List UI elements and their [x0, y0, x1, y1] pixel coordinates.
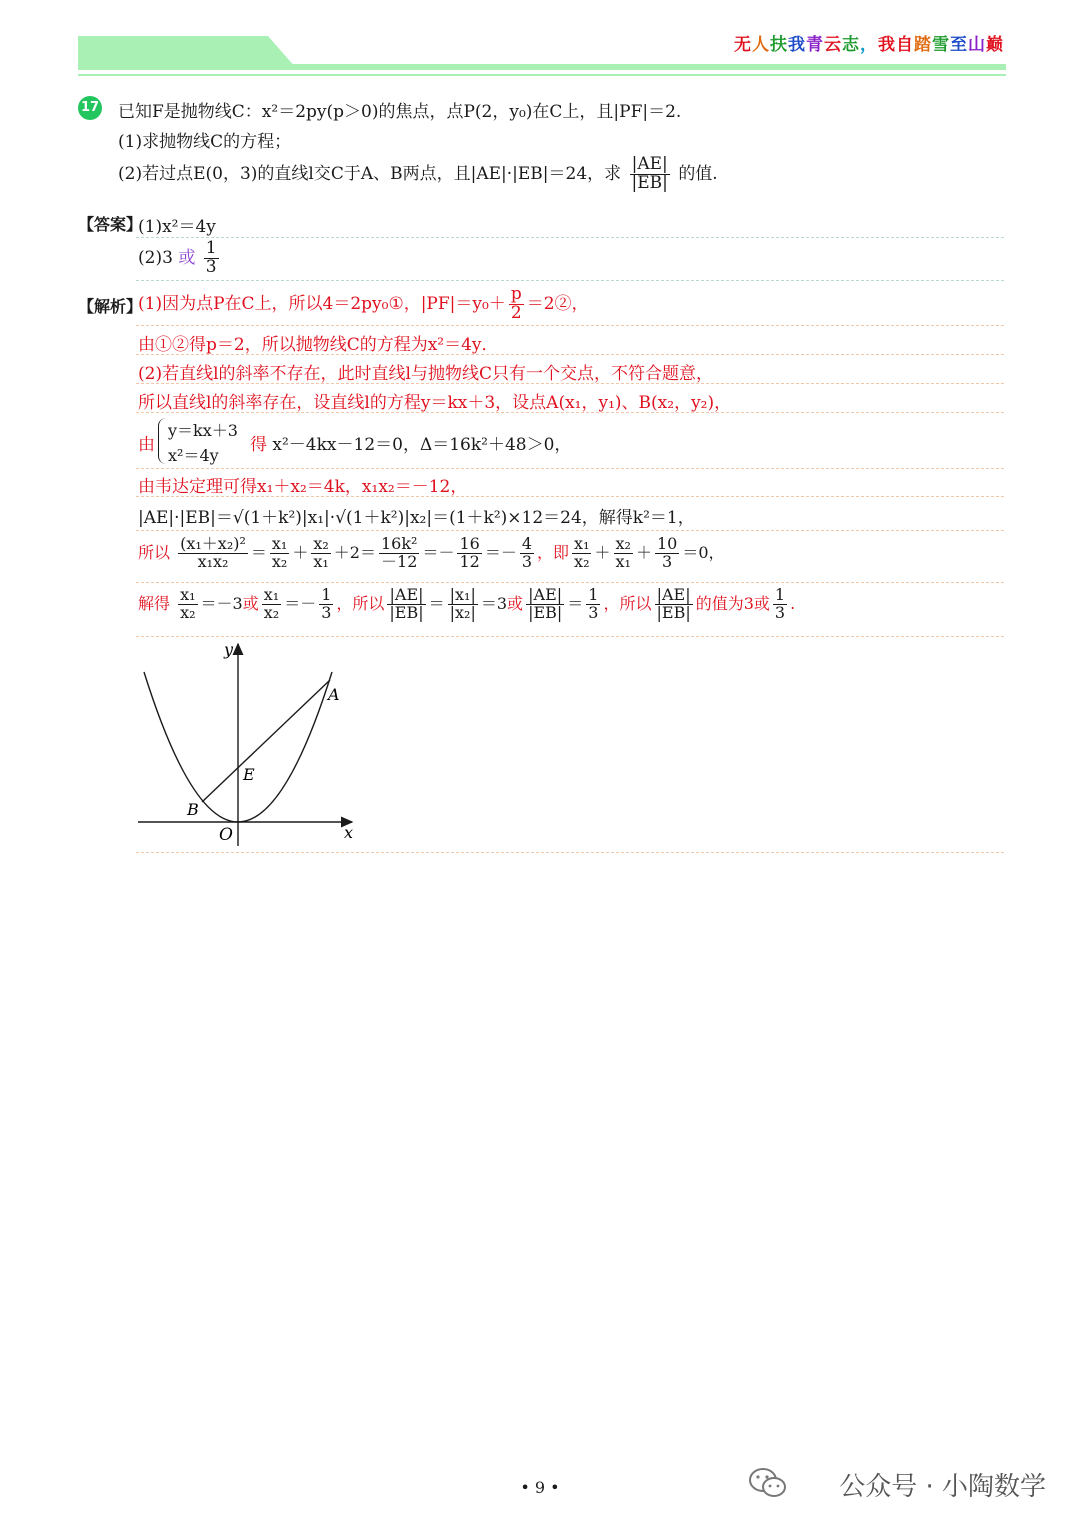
answer-2-num: 1 [205, 238, 217, 258]
analysis-line-3: (2)若直线l的斜率不存在，此时直线l与抛物线C只有一个交点，不符合题意， [138, 364, 713, 384]
l9-f9-den: 3 [774, 602, 786, 622]
slogan-char: 云 [824, 35, 842, 55]
l9-f7-num: 1 [588, 585, 599, 604]
divider [136, 325, 1004, 326]
l8-frac-5 [457, 536, 481, 571]
answer-2-prefix: (2)3 [138, 247, 173, 268]
l8-plus2: ＋2＝ [333, 542, 376, 562]
l8-f6-den: 3 [521, 551, 533, 571]
l8-f1-den: x₁x₂ [197, 551, 229, 571]
slogan-char: 人 [752, 35, 770, 55]
l9-eq1: ＝－3 [200, 593, 243, 613]
l9-frac-7 [586, 587, 600, 622]
analysis-line-5 [250, 430, 571, 455]
l9-f6-den: |EB| [528, 602, 563, 622]
slogan-char: 无 [734, 35, 752, 55]
line-l [202, 680, 330, 802]
l8-f5-den: 12 [459, 551, 480, 571]
l8-eq1: ＝ [250, 542, 267, 562]
l9-f4-num: |AE| [387, 587, 425, 605]
l8-f7-num: x₁ [574, 534, 590, 553]
l8-frac-6 [520, 536, 534, 571]
l8-end: ＝0， [682, 542, 725, 562]
l8-f1-num: (x₁＋x₂)² [180, 534, 246, 553]
divider [136, 237, 1004, 238]
l8-f2-den: x₂ [271, 551, 288, 571]
l9-eq2: ＝－ [284, 593, 317, 613]
l8-frac-9 [655, 536, 679, 571]
l8-frac-4 [379, 536, 419, 571]
slogan-char: 自 [896, 35, 914, 55]
l9-huo2: 或 [507, 593, 524, 613]
l9-f3-den: 3 [321, 602, 332, 622]
analysis-label: 【解析】 [78, 297, 143, 316]
header-rule-thin [78, 74, 1006, 76]
analysis-line-1 [138, 286, 589, 323]
question-stem: 已知F是抛物线C：x²＝2py(p＞0)的焦点，点P(2，y₀)在C上，且|PF|＝2. [118, 102, 682, 122]
header-rule [78, 64, 1006, 70]
l9-frac-1 [178, 587, 197, 622]
l8-f5-num: 16 [459, 534, 480, 553]
slogan-char: 山 [968, 35, 986, 55]
l8-ji: ，即 [537, 542, 570, 562]
answer-2-den: 3 [205, 256, 217, 277]
header-slogan [734, 30, 1004, 55]
answer-1: (1)x²＝4y [138, 217, 216, 237]
question-part2 [118, 156, 718, 193]
part2-frac-num: |AE| [630, 156, 670, 175]
l9-f5-num: |x₁| [449, 585, 476, 604]
l9-suoyi: ，所以 [336, 593, 385, 613]
divider [136, 530, 1004, 531]
l9-f8-den: |EB| [656, 602, 691, 622]
l9-f4-den: |EB| [389, 602, 424, 622]
wechat-icon [748, 1466, 788, 1500]
l8-f3-num: x₂ [313, 534, 329, 553]
l9-f7-den: 3 [588, 602, 599, 622]
part2-frac-den: |EB| [631, 172, 668, 193]
l9-frac-2 [262, 587, 281, 622]
watermark: 公众号 · 小陶数学 [839, 1472, 1046, 1502]
divider [136, 280, 1004, 281]
analysis-line-6: 由韦达定理可得x₁＋x₂＝4k，x₁x₂＝－12， [138, 477, 468, 497]
part2-text: (2)若过点E(0，3)的直线l交C于A、B两点，且|AE|·|EB|＝24，求 [118, 163, 622, 184]
l8-f8-num: x₂ [615, 534, 631, 553]
l9-frac-4 [387, 587, 425, 622]
l8-f7-den: x₂ [574, 551, 590, 571]
parabola-figure [130, 638, 370, 852]
l8-plus4: ＋ [635, 542, 652, 562]
divider [136, 636, 1004, 637]
l8-eq3: ＝－ [484, 542, 517, 562]
analysis-l1b: ＝2②， [526, 293, 589, 314]
slogan-char: ， [860, 35, 878, 55]
page-number: • 9 • [520, 1478, 560, 1497]
l8-f4-num: 16k² [380, 534, 418, 553]
l9-f1-den: x₂ [180, 602, 196, 622]
analysis-line-2: 由①②得p＝2，所以抛物线C的方程为x²＝4y． [138, 335, 499, 355]
l8-frac-7 [572, 536, 591, 571]
l8-f9-num: 10 [656, 534, 678, 553]
l9-de: 的值为3或 [695, 593, 770, 613]
label-o: O [219, 825, 233, 845]
divider [136, 582, 1004, 583]
part2-fraction [630, 156, 670, 193]
slogan-char: 至 [950, 35, 968, 55]
analysis-l5-rest: x²－4kx－12＝0，Δ＝16k²＋48＞0， [272, 435, 572, 455]
l8-plus3: ＋ [594, 542, 611, 562]
l8-f3-den: x₁ [313, 551, 329, 571]
l9-dot: . [790, 593, 796, 613]
l9-jiede: 解得 [138, 593, 171, 613]
l8-f2-num: x₁ [271, 534, 288, 553]
l9-frac-8 [655, 587, 693, 622]
l8-frac-3 [311, 536, 330, 571]
analysis-l1-frac [509, 286, 524, 323]
analysis-l1a: (1)因为点P在C上，所以4＝2py₀①，|PF|＝y₀＋ [138, 293, 506, 314]
l9-eq4: ＝3 [480, 593, 508, 613]
system-eq-1: y＝kx＋3 [168, 421, 238, 440]
slogan-char: 志 [842, 35, 860, 55]
slogan-char: 我 [878, 35, 896, 55]
analysis-line-8 [138, 536, 725, 571]
answer-2-fraction [204, 240, 219, 277]
analysis-l1-den: 2 [510, 302, 522, 323]
l9-frac-6 [526, 587, 564, 622]
analysis-line-5-you: 由 [138, 435, 155, 455]
label-a: A [328, 685, 340, 704]
question-number: 17 [78, 96, 102, 120]
l9-eq3: ＝ [428, 593, 445, 613]
l9-f2-den: x₂ [263, 602, 280, 622]
divider [136, 354, 1004, 355]
divider [136, 496, 1004, 497]
l8-plus: ＋ [292, 542, 309, 562]
l9-f6-num: |AE| [526, 587, 564, 605]
l9-eq5: ＝ [567, 593, 584, 613]
question-part1: (1)求抛物线C的方程； [118, 132, 292, 152]
l8-eq2: ＝－ [422, 542, 455, 562]
slogan-char: 青 [806, 35, 824, 55]
slogan-char: 踏 [914, 35, 932, 55]
label-x: x [344, 823, 354, 842]
analysis-line-4: 所以直线l的斜率存在，设直线l的方程y＝kx＋3，设点A(x₁，y₁)、B(x₂，y₂)， [138, 393, 732, 413]
answer-2-or: 或 [178, 247, 196, 268]
analysis-l1-num: p [510, 284, 522, 304]
slogan-char: 扶 [770, 35, 788, 55]
analysis-line-7: |AE|·|EB|＝√(1＋k²)|x₁|·√(1＋k²)|x₂|＝(1＋k²)×12＝24，解得k²＝1， [138, 508, 695, 528]
part2-end: 的值. [678, 163, 718, 184]
l8-f9-den: 3 [662, 551, 673, 571]
label-e: E [243, 765, 255, 784]
label-b: B [187, 800, 199, 819]
divider [136, 852, 1004, 853]
answer-label: 【答案】 [78, 215, 143, 234]
system-eq-2: x²＝4y [168, 446, 219, 465]
divider [136, 468, 1004, 469]
slogan-char: 我 [788, 35, 806, 55]
l8-frac-8 [614, 536, 633, 571]
l9-f1-num: x₁ [180, 585, 196, 604]
analysis-l5-de: 得 [250, 435, 267, 455]
divider [136, 383, 1004, 384]
analysis-line-9 [138, 587, 795, 622]
l9-frac-5 [448, 587, 478, 622]
l9-f9-num: 1 [774, 585, 786, 604]
l8-frac-2 [270, 536, 289, 571]
l9-huo: 或 [242, 593, 259, 613]
l8-suoyi: 所以 [138, 542, 171, 562]
answer-2 [138, 240, 222, 277]
l8-frac-1 [178, 536, 248, 571]
divider [136, 412, 1004, 413]
l9-f5-den: |x₂| [449, 602, 476, 622]
l9-f8-num: |AE| [655, 587, 693, 605]
l9-suoyi2: ，所以 [603, 593, 652, 613]
l9-f3-num: 1 [321, 585, 332, 604]
l9-f2-num: x₁ [263, 585, 280, 604]
l9-frac-3 [319, 587, 333, 622]
l8-f4-den: －12 [381, 551, 418, 571]
l8-f8-den: x₁ [615, 551, 631, 571]
l8-f6-num: 4 [521, 534, 533, 553]
slogan-char: 雪 [932, 35, 950, 55]
l9-frac-9 [773, 587, 787, 622]
label-y: y [224, 640, 234, 659]
slogan-char: 巅 [986, 35, 1004, 55]
